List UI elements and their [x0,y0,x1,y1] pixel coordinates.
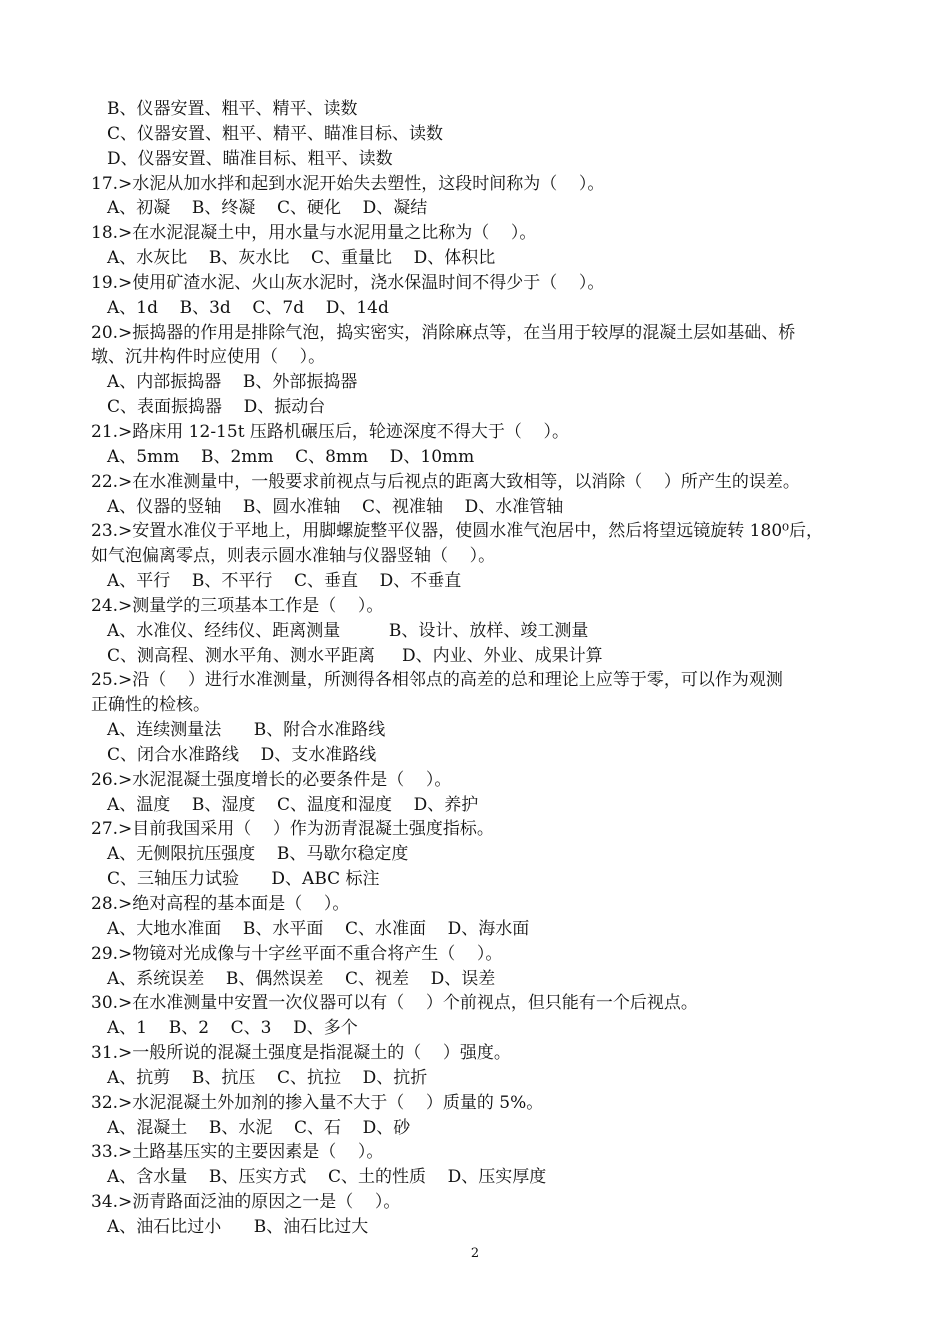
question-text: 28.>绝对高程的基本面是（ ）。 [91,894,350,914]
answer-options: A、水准仪、经纬仪、距离测量 B、设计、放样、竣工测量 [107,620,589,641]
answer-options: C、三轴压力试验 D、ABC 标注 [107,869,380,890]
answer-options: B、仪器安置、粗平、精平、读数 [107,99,358,119]
answer-options: A、大地水准面 B、水平面 C、水准面 D、海水面 [107,918,530,939]
answer-options: C、测高程、测水平角、测水平距离 D、内业、外业、成果计算 [107,645,603,666]
answer-options: C、表面振捣器 D、振动台 [107,397,326,418]
question-text: 24.>测量学的三项基本工作是（ ）。 [91,595,384,616]
answer-options: A、平行 B、不平行 C、垂直 D、不垂直 [107,571,462,592]
question-text: 20.>振捣器的作用是排除气泡，捣实密实，消除麻点等，在当用于较厚的混凝土层如基础、桥 [91,322,796,343]
question-text: 23.>安置水准仪于平地上，用脚螺旋整平仪器，使圆水准气泡居中，然后将望远镜旋转 180⁰后， [91,521,823,542]
question-text-continued: 正确性的检核。 [91,695,210,716]
answer-options: C、仪器安置、粗平、精平、瞄准目标、读数 [107,123,444,144]
page-number: 2 [470,1246,480,1261]
answer-options: A、水灰比 B、灰水比 C、重量比 D、体积比 [107,248,496,269]
answer-options: A、抗剪 B、抗压 C、抗拉 D、抗折 [107,1067,428,1088]
question-text: 17.>水泥从加水拌和起到水泥开始失去塑性，这段时间称为（ ）。 [91,173,605,194]
answer-options: A、含水量 B、压实方式 C、土的性质 D、压实厚度 [107,1167,547,1188]
answer-options: D、仪器安置、瞄准目标、粗平、读数 [107,148,393,169]
question-text: 31.>一般所说的混凝土强度是指混凝土的（ ）强度。 [91,1043,511,1064]
answer-options: A、系统误差 B、偶然误差 C、视差 D、误差 [107,968,496,989]
question-text: 21.>路床用 12-15t 压路机碾压后，轮迹深度不得大于（ ）。 [91,421,570,442]
answer-options: A、5mm B、2mm C、8mm D、10mm [107,446,475,467]
answer-options: A、内部振捣器 B、外部振捣器 [107,372,358,393]
question-text: 19.>使用矿渣水泥、火山灰水泥时，浇水保温时间不得少于（ ）。 [91,272,605,293]
question-text-continued: 墩、沉井构件时应使用（ ）。 [91,347,326,368]
answer-options: A、混凝土 B、水泥 C、石 D、砂 [107,1117,411,1138]
question-text: 18.>在水泥混凝土中，用水量与水泥用量之比称为（ ）。 [91,223,537,244]
question-text: 26.>水泥混凝土强度增长的必要条件是（ ）。 [91,769,452,790]
question-text: 32.>水泥混凝土外加剂的掺入量不大于（ ）质量的 5%。 [91,1092,544,1113]
question-text: 27.>目前我国采用（ ）作为沥青混凝土强度指标。 [91,819,494,840]
question-text: 34.>沥青路面泛油的原因之一是（ ）。 [91,1192,401,1213]
question-text: 22.>在水准测量中，一般要求前视点与后视点的距离大致相等，以消除（ ）所产生的误差。 [91,471,800,492]
question-list [91,97,891,1240]
answer-options: A、温度 B、湿度 C、温度和湿度 D、养护 [107,794,479,815]
answer-options: A、连续测量法 B、附合水准路线 [107,720,386,741]
answer-options: A、油石比过小 B、油石比过大 [107,1216,369,1237]
answer-options: C、闭合水准路线 D、支水准路线 [107,744,377,765]
question-text: 33.>土路基压实的主要因素是（ ）。 [91,1142,384,1163]
answer-options: A、初凝 B、终凝 C、硬化 D、凝结 [107,198,428,219]
question-text-continued: 如气泡偏离零点，则表示圆水准轴与仪器竖轴（ ）。 [91,546,496,567]
answer-options: A、无侧限抗压强度 B、马歇尔稳定度 [107,844,409,865]
answer-options: A、1d B、3d C、7d D、14d [107,297,389,318]
question-text: 29.>物镜对光成像与十字丝平面不重合将产生（ ）。 [91,943,503,964]
question-text: 25.>沿（ ）进行水准测量，所测得各相邻点的高差的总和理论上应等于零，可以作为观测 [91,670,783,691]
question-text: 30.>在水准测量中安置一次仪器可以有（ ）个前视点，但只能有一个后视点。 [91,993,698,1014]
answer-options: A、1 B、2 C、3 D、多个 [107,1018,358,1039]
answer-options: A、仪器的竖轴 B、圆水准轴 C、视准轴 D、水准管轴 [107,496,564,517]
